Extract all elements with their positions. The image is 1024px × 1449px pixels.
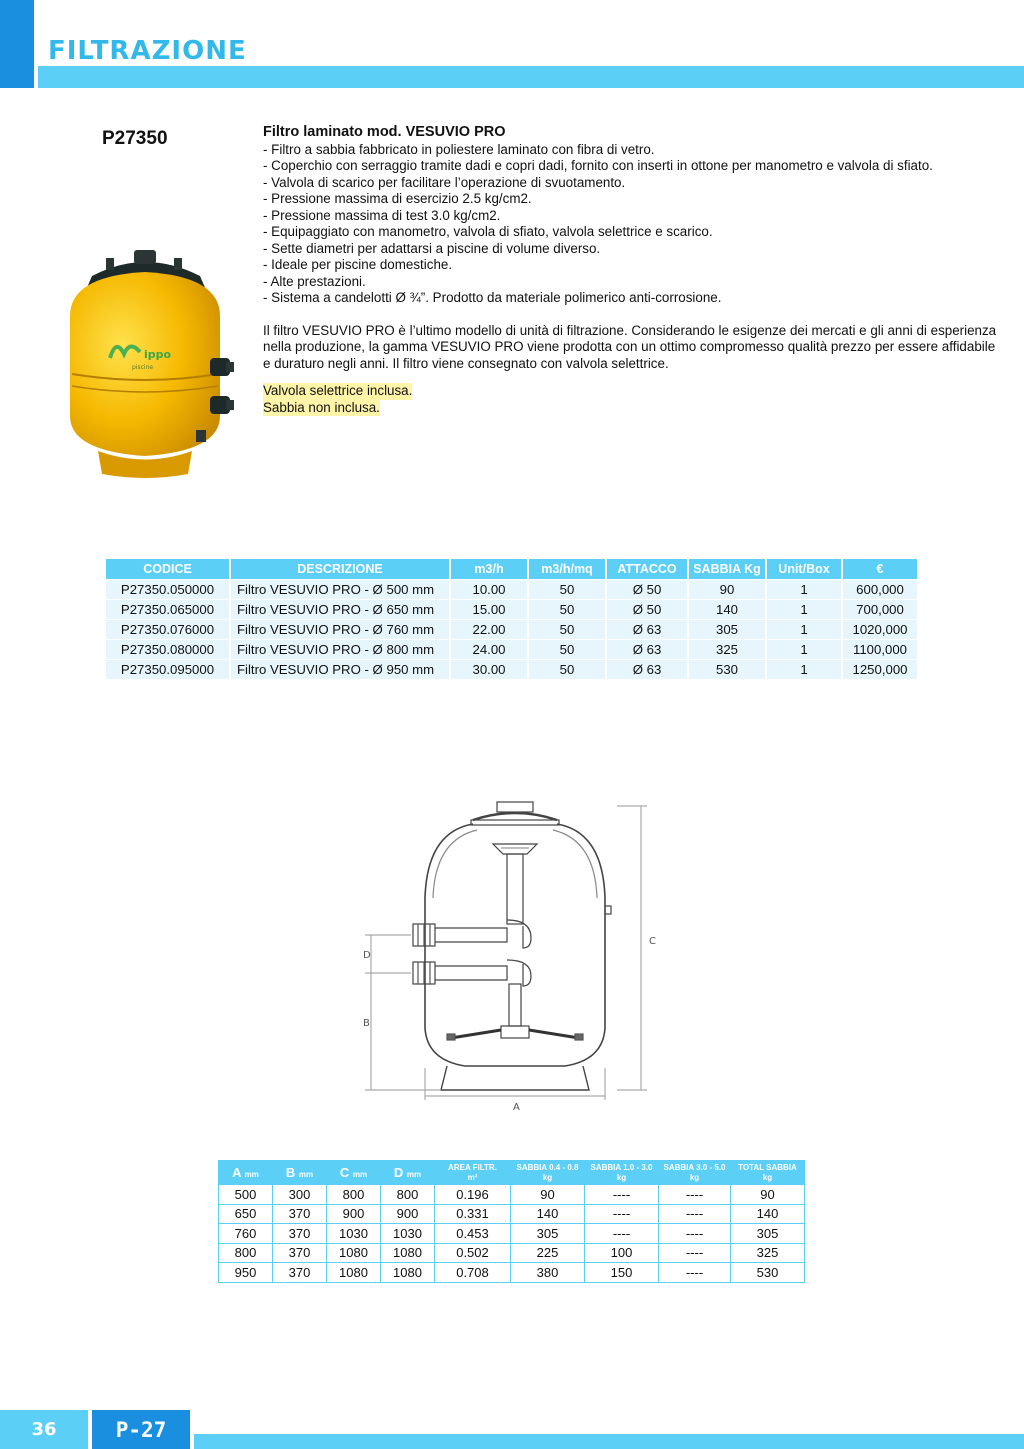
cell-a: 650 (219, 1204, 273, 1224)
cell-sand-10-30: ---- (585, 1185, 659, 1205)
cell-unit-box: 1 (766, 599, 842, 619)
cell-sand-30-50: ---- (659, 1243, 731, 1263)
page-title: FILTRAZIONE (48, 36, 247, 66)
col-header-unit-box: Unit/Box (766, 559, 842, 579)
col-header-flow-per-area: m3/h/mq (528, 559, 606, 579)
cell-sand-10-30: 100 (585, 1243, 659, 1263)
cell-description: Filtro VESUVIO PRO - Ø 760 mm (230, 619, 450, 639)
cell-sand-30-50: ---- (659, 1263, 731, 1283)
technical-drawing (355, 798, 675, 1113)
dimensions-table (218, 1160, 805, 1283)
cell-sand-30-50: ---- (659, 1185, 731, 1205)
cell-flow: 10.00 (450, 579, 528, 599)
cell-unit-box: 1 (766, 619, 842, 639)
cell-attacco: Ø 50 (606, 599, 688, 619)
feature-item: - Pressione massima di test 3.0 kg/cm2. (263, 207, 501, 223)
cell-c: 900 (327, 1204, 381, 1224)
cell-sand-04-08: 225 (511, 1243, 585, 1263)
note-sand-not-included: Sabbia non inclusa. (263, 399, 380, 415)
cell-flow: 15.00 (450, 599, 528, 619)
cell-sand-10-30: 150 (585, 1263, 659, 1283)
cell-c: 1080 (327, 1243, 381, 1263)
col-header-total-sand: TOTAL SABBIA kg (731, 1161, 805, 1185)
table-row (106, 619, 918, 639)
cell-flow: 30.00 (450, 659, 528, 679)
cell-sand-04-08: 90 (511, 1185, 585, 1205)
cell-flow-per-area: 50 (528, 579, 606, 599)
cell-c: 800 (327, 1185, 381, 1205)
cell-total-sand: 325 (731, 1243, 805, 1263)
cell-a: 800 (219, 1243, 273, 1263)
feature-item: - Ideale per piscine domestiche. (263, 257, 453, 272)
table-row (106, 639, 918, 659)
cell-sand-10-30: ---- (585, 1224, 659, 1244)
cell-attacco: Ø 63 (606, 639, 688, 659)
cell-d: 900 (381, 1204, 435, 1224)
col-header-a: A mm (219, 1161, 273, 1185)
cell-flow-per-area: 50 (528, 619, 606, 639)
table-row (219, 1224, 805, 1244)
cell-filter-area: 0.708 (435, 1263, 511, 1283)
cell-attacco: Ø 63 (606, 619, 688, 639)
cell-unit-box: 1 (766, 659, 842, 679)
cell-code: P27350.076000 (106, 619, 230, 639)
cell-total-sand: 305 (731, 1224, 805, 1244)
cell-a: 760 (219, 1224, 273, 1244)
cell-sabbia: 140 (688, 599, 766, 619)
dimension-b-label: B (363, 1018, 370, 1029)
product-title: Filtro laminato mod. VESUVIO PRO (263, 124, 506, 140)
cell-description: Filtro VESUVIO PRO - Ø 950 mm (230, 659, 450, 679)
cell-flow-per-area: 50 (528, 639, 606, 659)
table-header-row (219, 1161, 805, 1185)
cell-attacco: Ø 50 (606, 579, 688, 599)
product-code: P27350 (102, 128, 168, 149)
cell-total-sand: 530 (731, 1263, 805, 1283)
cell-unit-box: 1 (766, 639, 842, 659)
footer-band (194, 1434, 1024, 1449)
cell-d: 1080 (381, 1263, 435, 1283)
col-header-b: B mm (273, 1161, 327, 1185)
cell-b: 370 (273, 1263, 327, 1283)
cell-flow-per-area: 50 (528, 659, 606, 679)
feature-item: - Sistema a candelotti Ø ¾”. Prodotto da materiale polimerico anti-corrosione. (263, 290, 722, 305)
table-row (106, 659, 918, 679)
cell-sabbia: 90 (688, 579, 766, 599)
cell-price: 1250,000 (842, 659, 918, 679)
table-row (219, 1243, 805, 1263)
cell-description: Filtro VESUVIO PRO - Ø 650 mm (230, 599, 450, 619)
product-table (106, 559, 919, 680)
cell-b: 370 (273, 1224, 327, 1244)
feature-item: - Filtro a sabbia fabbricato in poliestere laminato con fibra di vetro. (263, 141, 655, 157)
feature-item: - Alte prestazioni. (263, 273, 366, 289)
cell-flow: 24.00 (450, 639, 528, 659)
cell-b: 300 (273, 1185, 327, 1205)
section-code: P-27 (92, 1410, 190, 1449)
cell-filter-area: 0.331 (435, 1204, 511, 1224)
col-header-d: D mm (381, 1161, 435, 1185)
header-band (38, 66, 1024, 88)
cell-description: Filtro VESUVIO PRO - Ø 500 mm (230, 579, 450, 599)
feature-item: - Pressione massima di esercizio 2.5 kg/cm2. (263, 191, 532, 206)
col-header-attacco: ATTACCO (606, 559, 688, 579)
svg-text:ippo: ippo (144, 348, 172, 361)
page-number: 36 (0, 1410, 88, 1449)
product-notes (263, 383, 1003, 416)
svg-text:piscine: piscine (132, 364, 154, 371)
cell-sand-04-08: 380 (511, 1263, 585, 1283)
feature-item: - Coperchio con serraggio tramite dadi e copri dadi, fornito con inserti in ottone per manometro e valvola di sfiato. (263, 158, 933, 173)
col-header-sand-30-50: SABBIA 3.0 - 5.0 kg (659, 1161, 731, 1185)
table-row (219, 1185, 805, 1205)
cell-filter-area: 0.196 (435, 1185, 511, 1205)
cell-b: 370 (273, 1204, 327, 1224)
cell-sand-30-50: ---- (659, 1224, 731, 1244)
feature-item: - Equipaggiato con manometro, valvola di sfiato, valvola selettrice e scarico. (263, 224, 713, 239)
note-valve-included: Valvola selettrice inclusa. (263, 383, 413, 398)
col-header-descrizione: DESCRIZIONE (230, 559, 450, 579)
col-header-c: C mm (327, 1161, 381, 1185)
header-left-bar (0, 0, 34, 88)
cell-sand-04-08: 305 (511, 1224, 585, 1244)
dimension-a-label: A (513, 1102, 520, 1113)
cell-sabbia: 325 (688, 639, 766, 659)
table-row (106, 599, 918, 619)
cell-filter-area: 0.502 (435, 1243, 511, 1263)
cell-sabbia: 305 (688, 619, 766, 639)
col-header-sand-10-30: SABBIA 1.0 - 3.0 kg (585, 1161, 659, 1185)
cell-code: P27350.095000 (106, 659, 230, 679)
cell-attacco: Ø 63 (606, 659, 688, 679)
cell-d: 1030 (381, 1224, 435, 1244)
cell-a: 950 (219, 1263, 273, 1283)
table-header-row (106, 559, 918, 579)
dimension-d-label: D (363, 950, 371, 961)
cell-unit-box: 1 (766, 579, 842, 599)
cell-code: P27350.065000 (106, 599, 230, 619)
cell-total-sand: 140 (731, 1204, 805, 1224)
table-row (106, 579, 918, 599)
col-header-price: € (842, 559, 918, 579)
dimension-c-label: C (649, 936, 656, 947)
cell-sand-10-30: ---- (585, 1204, 659, 1224)
cell-a: 500 (219, 1185, 273, 1205)
col-header-flow: m3/h (450, 559, 528, 579)
feature-item: - Sette diametri per adattarsi a piscine di volume diverso. (263, 240, 601, 256)
col-header-codice: CODICE (106, 559, 230, 579)
cell-price: 1100,000 (842, 639, 918, 659)
cell-sabbia: 530 (688, 659, 766, 679)
cell-price: 600,000 (842, 579, 918, 599)
cell-flow-per-area: 50 (528, 599, 606, 619)
cell-total-sand: 90 (731, 1185, 805, 1205)
cell-filter-area: 0.453 (435, 1224, 511, 1244)
product-description: Il filtro VESUVIO PRO è l’ultimo modello di unità di filtrazione. Considerando le esigenze dei mercati e gli anni di esperienza nella produzione, la gamma VESUVIO PRO viene prodotta con un ottimo compromesso qualità prezzo per essere affidabile e duraturo negli anni. Il filtro viene consegnato con valvola selettrice. (263, 322, 997, 371)
col-header-filter-area: AREA FILTR. m² (435, 1161, 511, 1185)
cell-description: Filtro VESUVIO PRO - Ø 800 mm (230, 639, 450, 659)
col-header-sabbia: SABBIA Kg (688, 559, 766, 579)
feature-item: - Valvola di scarico per facilitare l’operazione di svuotamento. (263, 174, 626, 190)
product-photo (50, 246, 240, 481)
product-info (263, 124, 1003, 416)
cell-sand-30-50: ---- (659, 1204, 731, 1224)
table-row (219, 1204, 805, 1224)
cell-price: 700,000 (842, 599, 918, 619)
feature-list (263, 142, 1003, 307)
cell-code: P27350.050000 (106, 579, 230, 599)
cell-price: 1020,000 (842, 619, 918, 639)
cell-sand-04-08: 140 (511, 1204, 585, 1224)
cell-b: 370 (273, 1243, 327, 1263)
table-row (219, 1263, 805, 1283)
col-header-sand-04-08: SABBIA 0.4 - 0.8 kg (511, 1161, 585, 1185)
cell-code: P27350.080000 (106, 639, 230, 659)
cell-c: 1080 (327, 1263, 381, 1283)
cell-d: 1080 (381, 1243, 435, 1263)
cell-flow: 22.00 (450, 619, 528, 639)
cell-d: 800 (381, 1185, 435, 1205)
cell-c: 1030 (327, 1224, 381, 1244)
